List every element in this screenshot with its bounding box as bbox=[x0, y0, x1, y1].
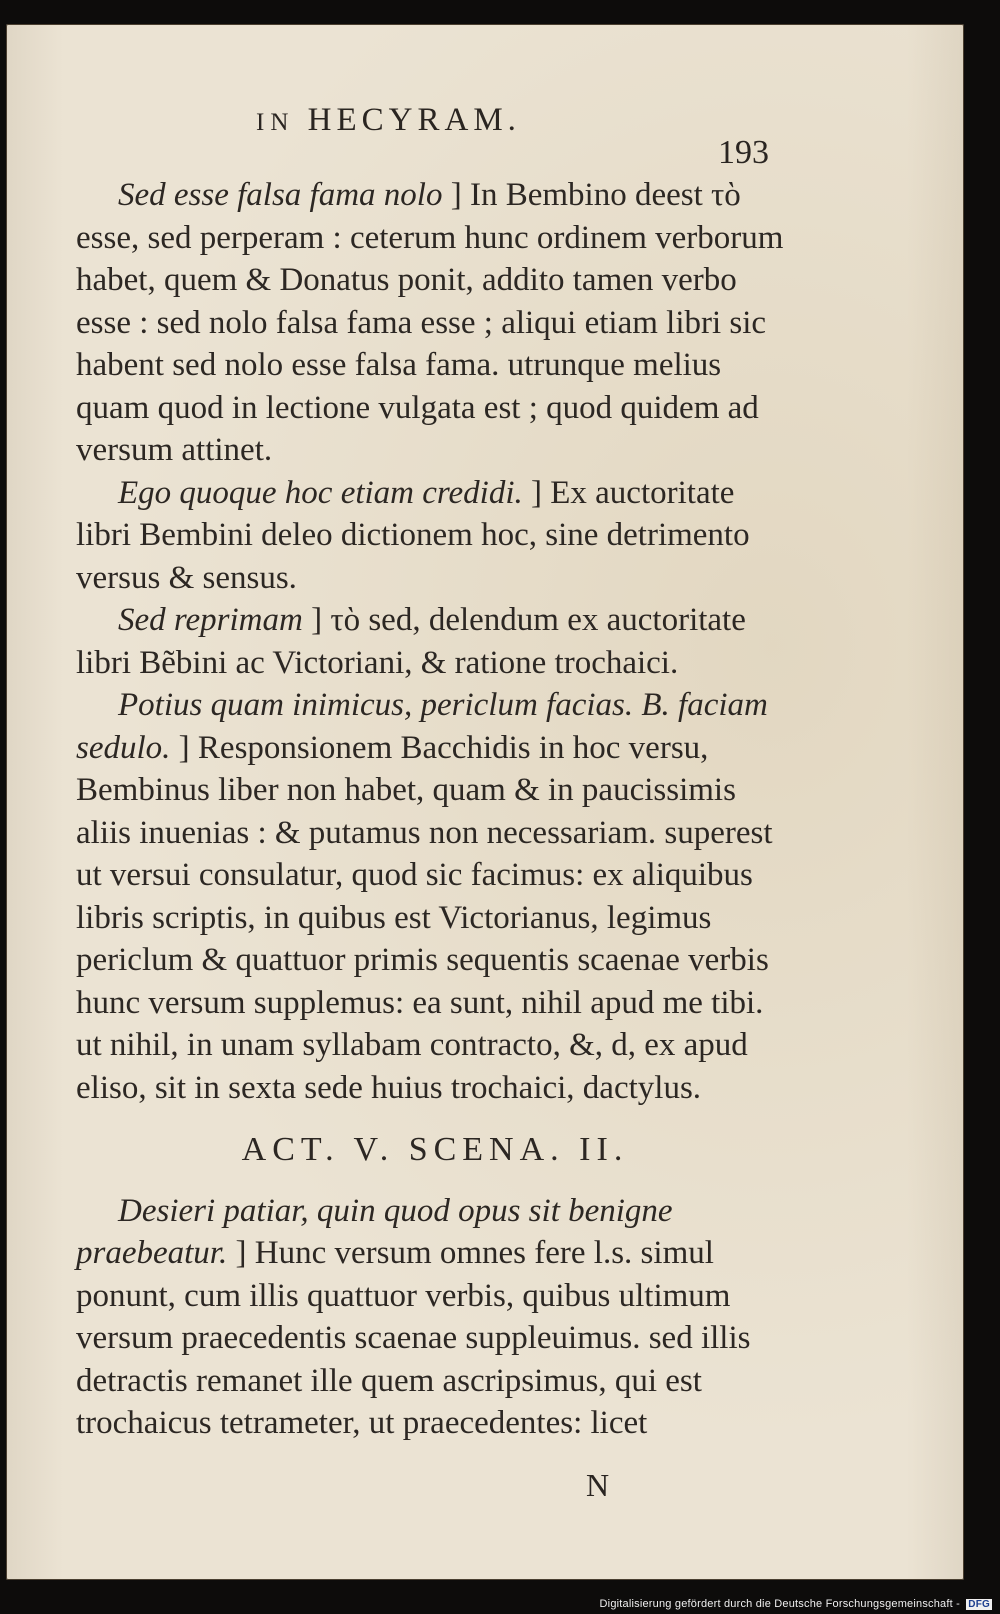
lemma: Ego quoque hoc etiam credidi. bbox=[118, 474, 523, 511]
running-head-title: HECYRAM. bbox=[307, 102, 521, 138]
lemma: Desieri patiar, quin quod opus sit benigne praebeatur. bbox=[76, 1192, 673, 1271]
digitization-credit bbox=[600, 1598, 992, 1610]
paragraph-text: ] τὸ sed, delendum ex auctoritate libri Bẽbini ac Victoriani, & ratione trochaici. bbox=[76, 602, 746, 681]
commentary-text bbox=[76, 174, 794, 1445]
commentary-paragraph bbox=[76, 174, 794, 472]
lemma: Potius quam inimicus, periclum facias. B. faciam sedulo. bbox=[76, 687, 768, 766]
credit-text: Digitalisierung gefördert durch die Deutsche Forschungsgemeinschaft - bbox=[599, 1598, 961, 1610]
running-head-prefix: IN bbox=[256, 109, 295, 136]
paragraph-text: ] In Bembino deest τὸ esse, sed perperam : ceterum hunc ordinem verborum habet, quem & Donatus ponit, addito tamen verbo esse : sed nolo falsa fama esse ; aliqui etiam libri sic habent sed nolo esse falsa fama. utrunque melius quam quod in lectione vulgata est ; quod quidem ad versum attinet. bbox=[76, 177, 784, 468]
book-page bbox=[6, 24, 964, 1580]
scene-heading: ACT. V. SCENA. II. bbox=[241, 1131, 629, 1168]
commentary-paragraph bbox=[76, 599, 794, 684]
running-head bbox=[256, 102, 521, 139]
paragraph-text: ] Responsionem Bacchidis in hoc versu, Bembinus liber non habet, quam & in paucissimis aliis inuenias : & putamus non necessariam. superest ut versui consulatur, quod sic facimus: ex aliquibus libris scriptis, in quibus est Victorianus, legimus periclum & quattuor primis sequentis scaenae verbis hunc versum supplemus: ea sunt, nihil apud me tibi. ut nihil, in unam syllabam contracto, &, d, ex apud eliso, sit in sexta sede huius trochaici, dactylus. bbox=[76, 729, 773, 1106]
paragraph-text: ] Ex auctoritate libri Bembini deleo dictionem hoc, sine detrimento versus & sensus. bbox=[76, 474, 750, 596]
lemma: Sed reprimam bbox=[118, 602, 303, 638]
signature-mark: N bbox=[586, 1467, 610, 1503]
commentary-paragraph bbox=[76, 1190, 794, 1445]
paragraph-text: ] Hunc versum omnes fere l.s. simul ponunt, cum illis quattuor verbis, quibus ultimum versum praecedentis scaenae suppleuimus. sed illis detractis remanet ille quem ascripsimus, qui est trochaicus tetrameter, ut praecedentes: licet bbox=[76, 1235, 751, 1441]
commentary-paragraph bbox=[76, 684, 794, 1109]
lemma: Sed esse falsa fama nolo bbox=[118, 177, 443, 213]
page-number: 193 bbox=[718, 134, 769, 171]
commentary-paragraph bbox=[76, 472, 794, 600]
dfg-logo: DFG bbox=[968, 1599, 990, 1610]
